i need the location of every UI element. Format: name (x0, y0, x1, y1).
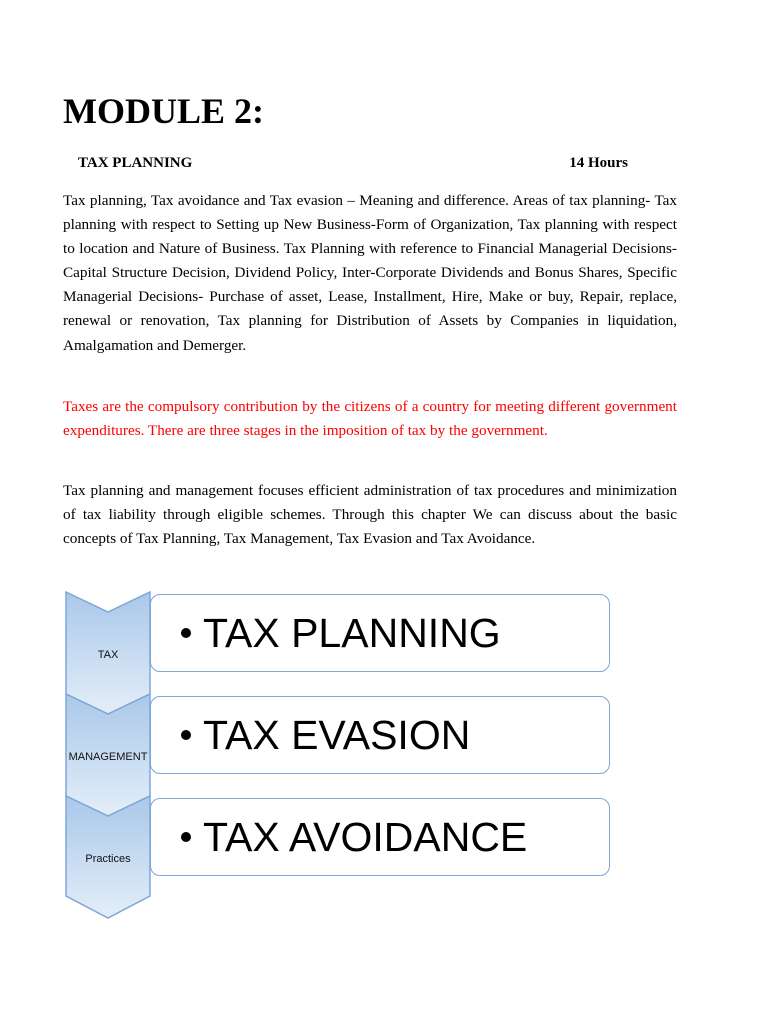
bullet-icon (181, 730, 191, 740)
tax-planning-label: TAX PLANNING (203, 609, 501, 656)
tax-avoidance-label: TAX AVOIDANCE (203, 813, 528, 860)
intro-paragraph: Tax planning and management focuses efficient administration of tax procedures and minimization of tax liability through eligible schemes. Through this chapter We can discuss about the basic concepts of Tax Planning, Tax Management, Tax Evasion and Tax Avoidance. (63, 482, 677, 548)
subject-title: TAX PLANNING (78, 155, 193, 171)
bullet-icon (181, 832, 191, 842)
highlighted-paragraph: Taxes are the compulsory contribution by the citizens of a country for meeting different government expenditures. There are three stages in the imposition of tax by the government. (63, 398, 677, 440)
tax-evasion-label: TAX EVASION (203, 711, 471, 758)
tax-planning-box (150, 594, 610, 672)
syllabus-paragraph: Tax planning, Tax avoidance and Tax evasion – Meaning and difference. Areas of tax planning- Tax planning with respect to Setting up New Business-Form of Organization, Tax planning with respect to location and Nature of Business. Tax Planning with reference to Financial Managerial Decisions-Capital Structure Decision, Dividend Policy, Inter-Corporate Dividends and Bonus Shares, Specific Managerial Decisions- Purchase of asset, Lease, Installment, Hire, Make or buy, Repair, replace, renewal or renovation, Tax planning for Distribution of Assets by Companies in liquidation, Amalgamation and Demerger. (63, 192, 677, 354)
module-title: MODULE 2: (63, 91, 264, 131)
bullet-icon (181, 628, 191, 638)
subject-hours: 14 Hours (569, 155, 628, 171)
tax-concepts-diagram (64, 590, 614, 920)
chevron-label-tax: TAX (97, 649, 119, 661)
chevron-label-management: MANAGEMENT (68, 751, 148, 763)
tax-avoidance-box (150, 798, 610, 876)
subject-heading-row (78, 155, 628, 175)
tax-evasion-box (150, 696, 610, 774)
chevron-label-practices: Practices (85, 853, 131, 865)
